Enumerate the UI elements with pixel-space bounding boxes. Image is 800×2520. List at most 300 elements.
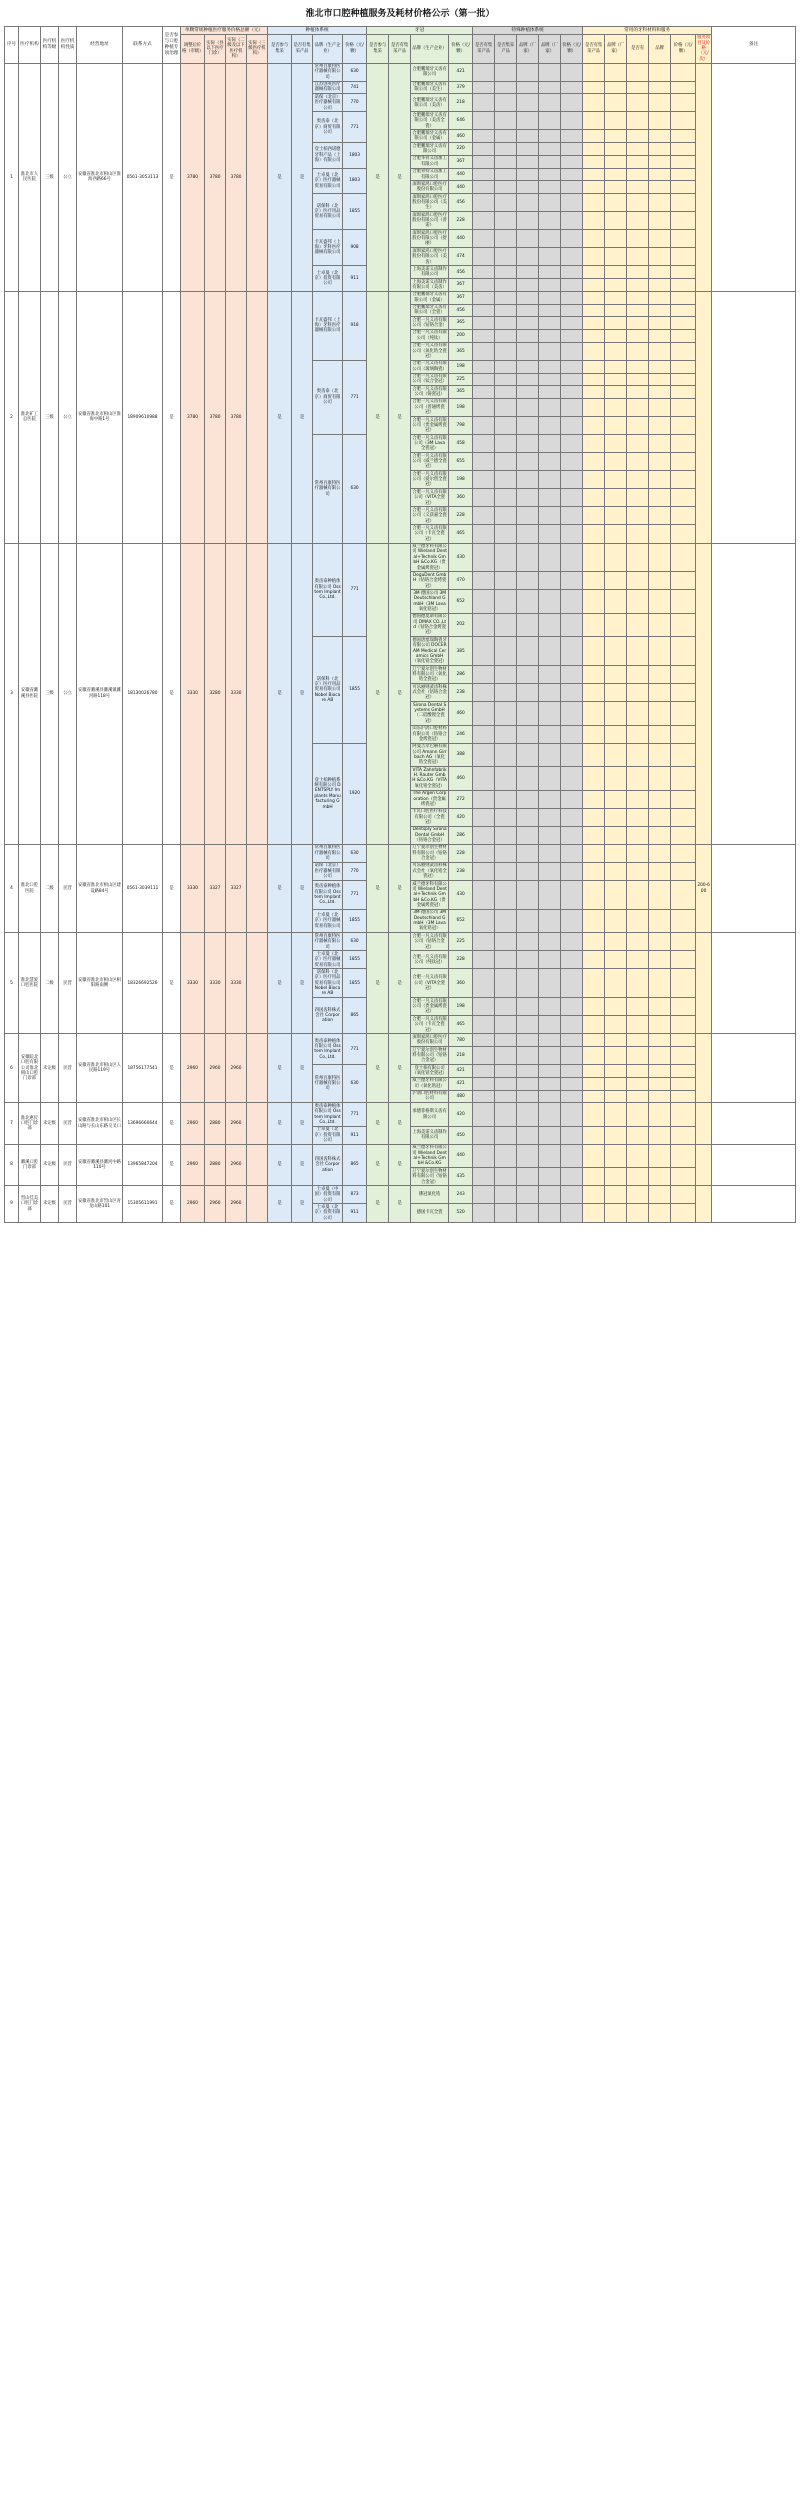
cell-price-level2: 2960 <box>226 1034 247 1103</box>
cell-special <box>473 1034 495 1047</box>
cell-phone: 13696660644 <box>123 1103 163 1145</box>
cell-special <box>561 130 583 143</box>
cell-other <box>649 684 671 702</box>
cell-special <box>517 417 539 435</box>
cell-other <box>605 826 627 844</box>
cell-special <box>495 248 517 266</box>
cell-special <box>539 360 561 373</box>
cell-special <box>539 826 561 844</box>
cell-crown-price: 200 <box>449 329 473 342</box>
cell-other <box>627 637 649 666</box>
cell-special <box>473 1077 495 1090</box>
cell-price-level2: 3330 <box>226 933 247 1034</box>
cell-other <box>605 1103 627 1126</box>
cell-crown-brand: 上海美诺义齿制作有限公司（美齿） <box>412 279 447 290</box>
cell-other <box>671 304 696 317</box>
cell-phone: 18326692526 <box>123 933 163 1034</box>
cell-special <box>495 862 517 880</box>
cell-special <box>517 725 539 743</box>
cell-other <box>649 489 671 507</box>
cell-crown-price: 243 <box>449 1186 473 1204</box>
cell-other <box>627 386 649 399</box>
cell-special <box>473 386 495 399</box>
cell-special <box>495 998 517 1016</box>
cell-special <box>495 81 517 94</box>
cell-special <box>539 212 561 230</box>
cell-special <box>495 329 517 342</box>
cell-other <box>605 279 627 292</box>
cell-other <box>605 94 627 112</box>
cell-special <box>517 1016 539 1034</box>
cell-other <box>649 143 671 156</box>
cell-other <box>671 317 696 330</box>
cell-other <box>605 909 627 932</box>
cell-special <box>517 360 539 373</box>
header-sub-cell: 品牌（生产企业） <box>313 34 343 63</box>
cell-special <box>539 1090 561 1103</box>
header-sub-cell: 是否有 <box>627 34 649 63</box>
cell-other <box>649 808 671 826</box>
cell-special <box>473 181 495 194</box>
header-sub-cell: 服务项目及价格（元/次） <box>697 35 711 62</box>
cell-implant-price: 1920 <box>343 743 367 844</box>
cell-special <box>495 63 517 81</box>
cell-other <box>671 613 696 636</box>
cell-special <box>561 112 583 130</box>
cell-special <box>473 130 495 143</box>
cell-other <box>671 767 696 790</box>
cell-special <box>539 453 561 471</box>
cell-implant-price: 1855 <box>343 951 367 969</box>
cell-crown-price: 420 <box>449 1103 473 1126</box>
cell-other <box>627 881 649 910</box>
cell-other <box>627 525 649 543</box>
cell-other <box>605 933 627 951</box>
cell-other <box>605 767 627 790</box>
cell-other <box>605 725 627 743</box>
cell-other <box>583 1186 605 1204</box>
cell-price-level3 <box>247 1034 268 1103</box>
cell-implant-price: 771 <box>343 881 367 910</box>
cell-remark <box>712 933 796 1034</box>
cell-special <box>539 1065 561 1078</box>
cell-crown-price: 365 <box>449 317 473 330</box>
cell-crown-price: 460 <box>449 130 473 143</box>
cell-special <box>495 725 517 743</box>
cell-nature: 公立 <box>59 63 77 291</box>
header-sub-cell: 价格（元/颗） <box>343 34 367 63</box>
cell-address: 安徽省淮北市相山区淮海中路1号 <box>77 291 123 543</box>
cell-price-city: 3330 <box>181 844 205 932</box>
cell-implant-brand: 诺保（北京）医疗器械有限公司 <box>313 94 343 112</box>
cell-crown-brand: 阿曼吉尔巴赫有限公司 Amann Girrbach AG（氧化锆全瓷冠） <box>412 744 447 766</box>
cell-implant-brand: 常州百康特医疗器械有限公司 <box>313 63 343 81</box>
cell-special <box>539 1126 561 1144</box>
cell-special <box>539 808 561 826</box>
cell-other <box>605 453 627 471</box>
cell-special <box>473 933 495 951</box>
cell-special <box>473 1186 495 1204</box>
cell-special <box>561 862 583 880</box>
cell-implant-join: 是 <box>268 1034 292 1103</box>
cell-other <box>583 266 605 279</box>
cell-special <box>561 181 583 194</box>
cell-other <box>605 1077 627 1090</box>
cell-special <box>561 790 583 808</box>
cell-special <box>539 398 561 416</box>
cell-other <box>583 1204 605 1222</box>
cell-special <box>473 63 495 81</box>
cell-other <box>649 1186 671 1204</box>
header-sub-cell: 是否参与集采 <box>268 34 292 63</box>
cell-special <box>495 360 517 373</box>
cell-special <box>473 909 495 932</box>
cell-other <box>605 613 627 636</box>
cell-special <box>539 112 561 130</box>
cell-price-level3 <box>247 933 268 1034</box>
cell-implant-brand: 奥齿泰种植体有限公司 Osstem Implant Co.,Ltd. <box>314 1103 341 1125</box>
cell-special <box>473 81 495 94</box>
cell-other <box>627 969 649 998</box>
cell-level: 未定级 <box>41 1103 59 1145</box>
cell-special <box>539 317 561 330</box>
cell-special <box>517 666 539 684</box>
cell-special <box>539 386 561 399</box>
cell-special <box>539 1204 561 1222</box>
cell-special <box>495 881 517 910</box>
cell-crown-brand: Dentsply Sirona Dental GmbH（钴铬合金冠） <box>412 827 447 844</box>
cell-other <box>627 826 649 844</box>
cell-other <box>627 212 649 230</box>
cell-crown-brand: 威兰德牙科有限公司 Wieland Dental+Technik GmbH &Co.KG（贵金属烤瓷冠） <box>412 544 447 571</box>
table-row <box>5 1034 796 1047</box>
cell-other <box>583 951 605 969</box>
cell-special <box>561 1144 583 1167</box>
cell-other <box>605 63 627 81</box>
cell-other <box>605 1126 627 1144</box>
cell-other <box>671 1103 696 1126</box>
cell-other <box>671 212 696 230</box>
cell-crown-brand: 上海美诺义齿制作有限公司 <box>412 266 447 278</box>
header-row-groups <box>5 27 796 35</box>
cell-other <box>649 637 671 666</box>
header-sub-cell: 是否参与集采 <box>367 34 389 63</box>
cell-special <box>473 143 495 156</box>
cell-other <box>627 543 649 572</box>
cell-special <box>495 1144 517 1167</box>
cell-special <box>473 613 495 636</box>
header-phone: 联系方式 <box>123 27 163 64</box>
cell-other <box>627 489 649 507</box>
cell-other <box>583 998 605 1016</box>
cell-special <box>495 155 517 168</box>
cell-special <box>495 471 517 489</box>
cell-other <box>605 342 627 360</box>
cell-crown-price: 238 <box>449 684 473 702</box>
cell-other <box>627 666 649 684</box>
cell-special <box>517 702 539 725</box>
cell-other-service <box>696 933 712 1034</box>
cell-special <box>561 360 583 373</box>
cell-implant-price: 630 <box>343 933 367 951</box>
cell-other <box>605 489 627 507</box>
cell-price-county: 3780 <box>205 63 226 291</box>
header-sub-cell: 品牌（厂家） <box>605 34 627 63</box>
cell-other <box>605 435 627 453</box>
cell-implant-brand: 常州百康特医疗器械有限公司 <box>313 933 343 951</box>
cell-special <box>473 248 495 266</box>
cell-crown-has: 是 <box>389 1103 411 1145</box>
cell-other <box>671 1077 696 1090</box>
cell-special <box>561 525 583 543</box>
cell-special <box>539 435 561 453</box>
cell-crown-price: 367 <box>449 155 473 168</box>
cell-other <box>627 435 649 453</box>
cell-special <box>539 613 561 636</box>
cell-crown-has: 是 <box>389 1186 411 1222</box>
cell-special <box>517 790 539 808</box>
cell-implant-price: 771 <box>343 360 367 434</box>
cell-nature: 民营 <box>59 1103 77 1145</box>
cell-special <box>539 373 561 386</box>
cell-crown-has: 是 <box>389 844 411 932</box>
cell-other <box>605 881 627 910</box>
cell-special <box>495 933 517 951</box>
header-sub-cell: 实际（二级及以下医疗机构） <box>226 34 247 63</box>
cell-other <box>583 81 605 94</box>
cell-other <box>583 881 605 910</box>
cell-special <box>473 489 495 507</box>
cell-special <box>517 1103 539 1126</box>
cell-crown-brand: 合肥一凡义齿有限公司（3M Lava全瓷冠） <box>412 435 447 452</box>
header-level: 医疗机构等级 <box>41 27 59 64</box>
cell-other <box>627 155 649 168</box>
cell-other <box>605 360 627 373</box>
cell-other <box>627 112 649 130</box>
cell-crown-has: 是 <box>389 543 411 844</box>
cell-implant-brand: 诺保科（北京）医疗用品贸易有限公司 <box>313 194 343 230</box>
cell-crown-brand: 辽宁爱尔创生物材料有限公司（钴铬合金冠） <box>412 1168 447 1185</box>
cell-special <box>517 230 539 248</box>
cell-special <box>495 1047 517 1065</box>
cell-other <box>605 637 627 666</box>
cell-special <box>495 572 517 590</box>
cell-special <box>561 63 583 81</box>
cell-other <box>649 826 671 844</box>
cell-other <box>583 329 605 342</box>
cell-other <box>627 1168 649 1186</box>
cell-crown-price: 360 <box>449 969 473 998</box>
cell-other <box>671 1047 696 1065</box>
cell-special <box>539 1047 561 1065</box>
cell-crown-brand: 合肥一凡义齿有限公司（VITA全瓷冠） <box>411 969 449 998</box>
cell-other <box>649 291 671 304</box>
cell-special <box>539 417 561 435</box>
cell-crown-brand: 可乐丽则武齿科株式会社（钴铬合金冠） <box>412 684 447 701</box>
cell-special <box>517 279 539 292</box>
cell-special <box>473 417 495 435</box>
cell-special <box>495 666 517 684</box>
cell-special <box>495 386 517 399</box>
cell-other <box>627 248 649 266</box>
cell-other <box>627 63 649 81</box>
cell-special <box>495 1103 517 1126</box>
cell-other <box>649 266 671 279</box>
cell-other <box>605 1090 627 1103</box>
cell-other <box>605 743 627 766</box>
cell-other <box>583 767 605 790</box>
cell-other <box>649 155 671 168</box>
table-row <box>5 933 796 951</box>
cell-other <box>671 94 696 112</box>
cell-crown-has: 是 <box>389 933 411 1034</box>
cell-special <box>495 168 517 181</box>
cell-hospital-name: 濉溪口腔门诊部 <box>19 1144 41 1186</box>
cell-special <box>495 342 517 360</box>
cell-crown-price: 456 <box>449 304 473 317</box>
cell-crown-brand: 深圳家鸿口腔医疗股份有限公司 <box>412 181 447 193</box>
cell-crown-price: 202 <box>449 613 473 636</box>
cell-other <box>583 94 605 112</box>
cell-implant-price: 630 <box>343 435 367 543</box>
cell-other <box>649 525 671 543</box>
cell-other <box>671 168 696 181</box>
table-row <box>5 63 796 81</box>
cell-price-level2: 3780 <box>226 63 247 291</box>
cell-other <box>649 398 671 416</box>
cell-other <box>605 317 627 330</box>
cell-seq: 5 <box>5 933 19 1034</box>
cell-implant-price: 1855 <box>343 909 367 932</box>
cell-other <box>627 291 649 304</box>
cell-special <box>561 702 583 725</box>
cell-other <box>627 808 649 826</box>
cell-special <box>473 304 495 317</box>
cell-price-city: 3330 <box>181 933 205 1034</box>
cell-other <box>627 790 649 808</box>
cell-crown-join: 是 <box>367 543 389 844</box>
cell-crown-price: 798 <box>449 417 473 435</box>
cell-implant-has: 是 <box>292 933 313 1034</box>
cell-other <box>583 862 605 880</box>
header-sub-cell: 是否集采产品 <box>495 34 517 63</box>
cell-remark <box>712 1034 796 1103</box>
cell-implant-brand: 奥齿泰（北京）商贸有限公司 <box>313 360 343 434</box>
cell-special <box>495 266 517 279</box>
cell-special <box>561 933 583 951</box>
cell-special <box>561 1186 583 1204</box>
cell-special <box>539 291 561 304</box>
cell-crown-price: 360 <box>449 489 473 507</box>
cell-crown-brand: 可乐丽则武齿科株式会社（氧化锆全瓷冠） <box>412 863 447 880</box>
cell-special <box>561 155 583 168</box>
cell-crown-price: 456 <box>449 194 473 212</box>
cell-other <box>583 684 605 702</box>
cell-special <box>517 94 539 112</box>
cell-other <box>649 373 671 386</box>
cell-special <box>495 291 517 304</box>
cell-special <box>473 1103 495 1126</box>
cell-other <box>649 342 671 360</box>
cell-special <box>495 613 517 636</box>
cell-special <box>495 435 517 453</box>
cell-price-level2: 3330 <box>226 543 247 844</box>
cell-other <box>649 1016 671 1034</box>
cell-crown-brand: 合肥一凡义齿有限公司（钴铬合金冠） <box>412 933 447 950</box>
cell-other <box>605 702 627 725</box>
cell-crown-price: 465 <box>449 525 473 543</box>
cell-crown-price: 460 <box>449 702 473 725</box>
header-group-crown: 牙冠 <box>367 27 473 35</box>
cell-nature: 公立 <box>59 291 77 543</box>
cell-other <box>605 304 627 317</box>
cell-special <box>517 342 539 360</box>
cell-implant-price: 911 <box>343 266 367 291</box>
cell-special <box>539 969 561 998</box>
cell-implant-price: 630 <box>343 844 367 862</box>
cell-special <box>517 613 539 636</box>
cell-special <box>517 808 539 826</box>
cell-other <box>605 143 627 156</box>
cell-special <box>561 1047 583 1065</box>
cell-special <box>561 998 583 1016</box>
cell-special <box>539 81 561 94</box>
cell-special <box>495 909 517 932</box>
cell-special <box>539 304 561 317</box>
cell-implant-has: 是 <box>292 291 313 543</box>
cell-special <box>495 743 517 766</box>
cell-price-city: 2960 <box>181 1103 205 1145</box>
cell-crown-brand: 佛冠氧化锆 <box>411 1186 449 1204</box>
cell-special <box>539 862 561 880</box>
cell-other <box>671 844 696 862</box>
cell-other <box>649 1077 671 1090</box>
cell-other <box>583 317 605 330</box>
cell-other <box>627 1204 649 1222</box>
cell-special <box>539 998 561 1016</box>
cell-crown-price: 367 <box>449 291 473 304</box>
cell-special <box>561 881 583 910</box>
cell-price-level3 <box>247 291 268 543</box>
header-remark: 备注 <box>712 27 796 64</box>
cell-implant-price: 1803 <box>343 168 367 193</box>
cell-implant-price: 771 <box>343 112 367 143</box>
cell-other <box>583 613 605 636</box>
cell-special <box>539 94 561 112</box>
cell-special <box>539 1144 561 1167</box>
cell-other <box>649 1065 671 1078</box>
cell-phone: 18130026780 <box>123 543 163 844</box>
cell-implant-has: 是 <box>292 1034 313 1103</box>
cell-other-service <box>696 1144 712 1186</box>
cell-hospital-name: 烈山佳美口腔门诊部 <box>19 1186 41 1222</box>
cell-other <box>649 130 671 143</box>
cell-other <box>649 1126 671 1144</box>
cell-other <box>671 360 696 373</box>
cell-crown-join: 是 <box>367 1186 389 1222</box>
cell-other <box>627 266 649 279</box>
cell-other <box>583 525 605 543</box>
cell-crown-brand: 卡瓦口腔医疗科技有限公司（全瓷冠） <box>412 809 447 825</box>
cell-other <box>583 725 605 743</box>
cell-other <box>605 194 627 212</box>
header-sub-cell: 价格（元/颗） <box>449 34 473 63</box>
cell-price-county: 3780 <box>205 291 226 543</box>
cell-special <box>473 637 495 666</box>
cell-special <box>473 194 495 212</box>
cell-special <box>473 525 495 543</box>
cell-other <box>605 862 627 880</box>
